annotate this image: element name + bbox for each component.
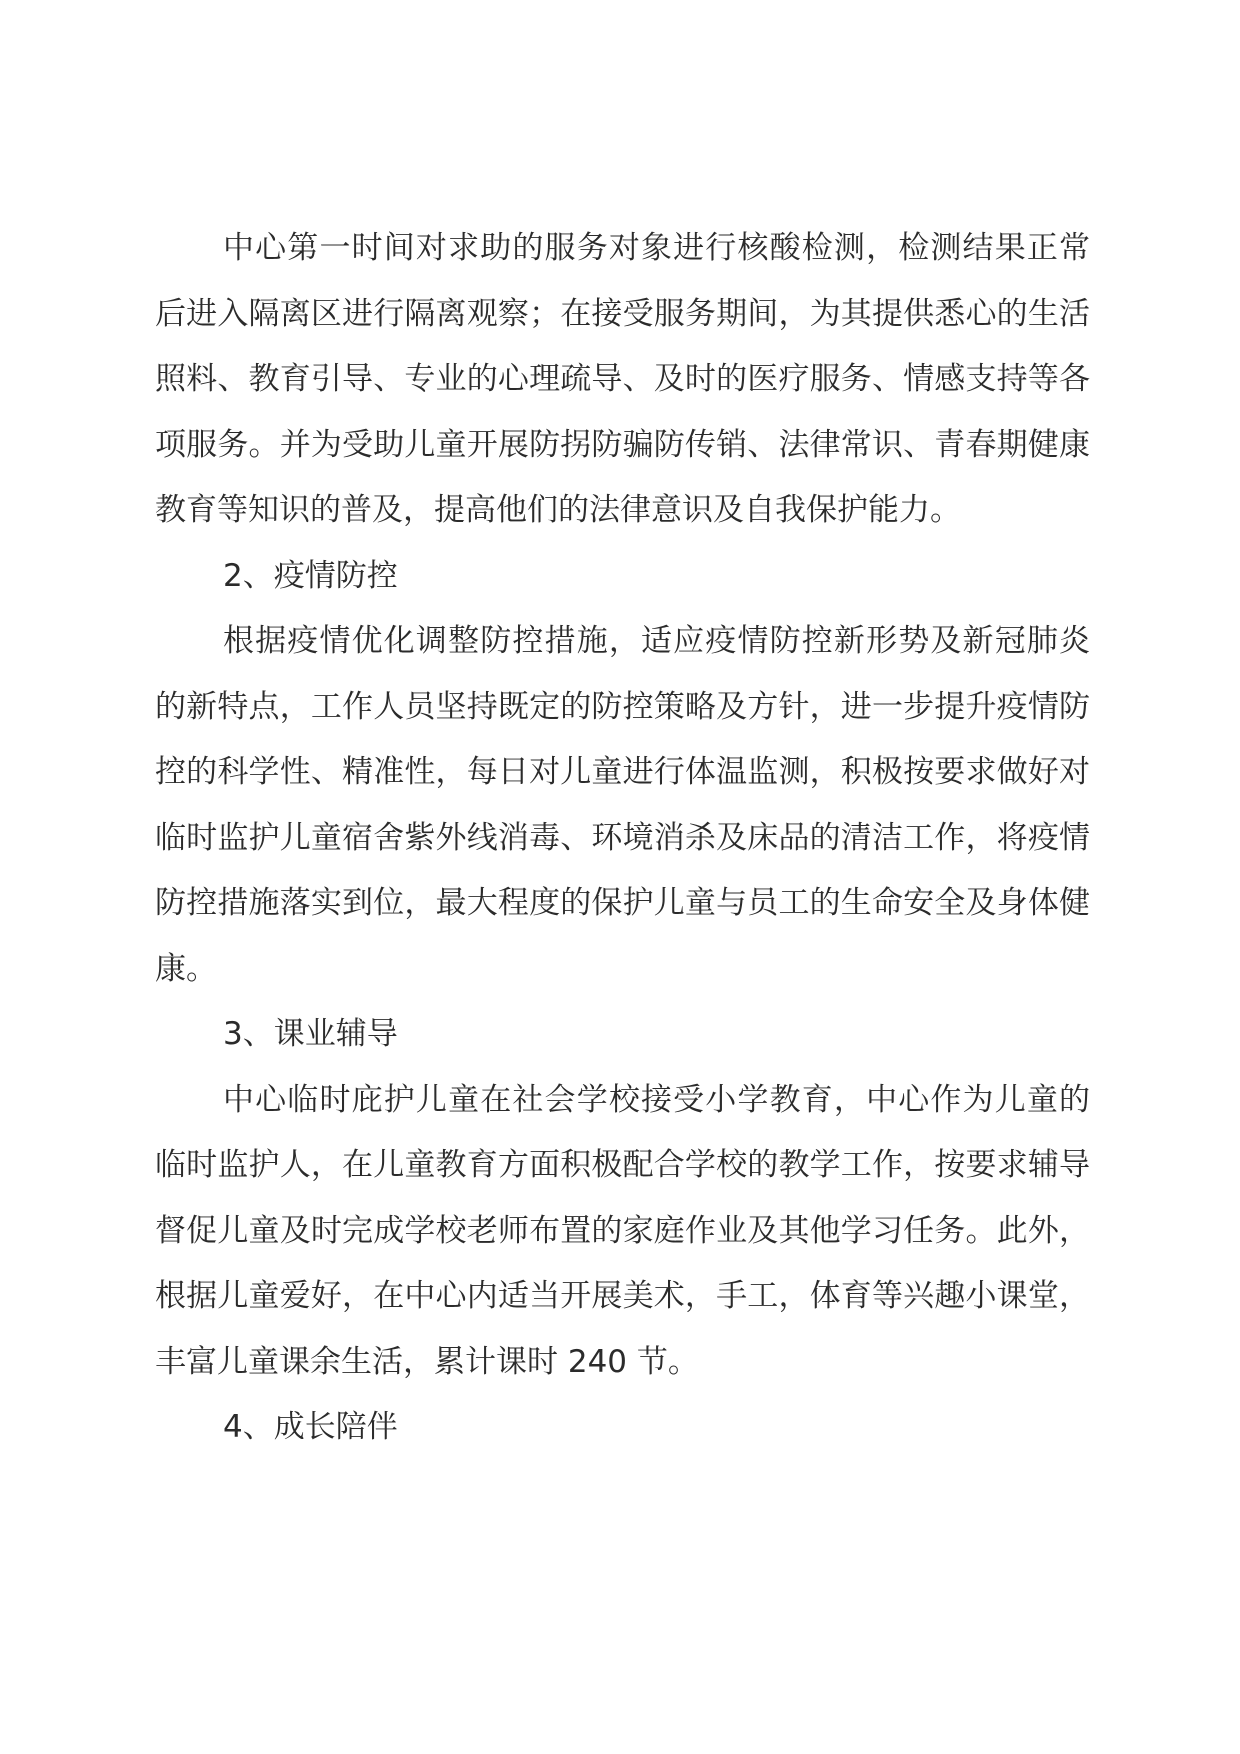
heading-epidemic-control: 2、疫情防控 (223, 557, 398, 594)
heading-growth-companionship: 4、成长陪伴 (223, 1409, 398, 1445)
paragraph-homework-tutoring: 中心临时庇护儿童在社会学校接受小学教育，中心作为儿童的临时监护人，在儿童教育方面积极配合学校的教学工作，按要求辅导督促儿童及时完成学校老师布置的家庭作业及其他学习任务。此外，根据儿童爱好，在中心内适当开展美术，手工，体育等兴趣小课堂，丰富儿童课余生活，累计课时 240 节。 (155, 1081, 1090, 1380)
paragraph-epidemic-control: 根据疫情优化调整防控措施，适应疫情防控新形势及新冠肺炎的新特点，工作人员坚持既定的防控策略及方针，进一步提升疫情防控的科学性、精准性，每日对儿童进行体温监测，积极按要求做好对临时监护儿童宿舍紫外线消毒、环境消杀及床品的清洁工作，将疫情防控措施落实到位，最大程度的保护儿童与员工的生命安全及身体健康。 (155, 623, 1090, 987)
document-body (155, 216, 1090, 1461)
heading-homework-tutoring: 3、课业辅导 (223, 1016, 398, 1052)
paragraph-service-intro: 中心第一时间对求助的服务对象进行核酸检测，检测结果正常后进入隔离区进行隔离观察；在接受服务期间，为其提供悉心的生活照料、教育引导、专业的心理疏导、及时的医疗服务、情感支持等各项服务。并为受助儿童开展防拐防骗防传销、法律常识、青春期健康教育等知识的普及，提高他们的法律意识及自我保护能力。 (155, 230, 1090, 528)
